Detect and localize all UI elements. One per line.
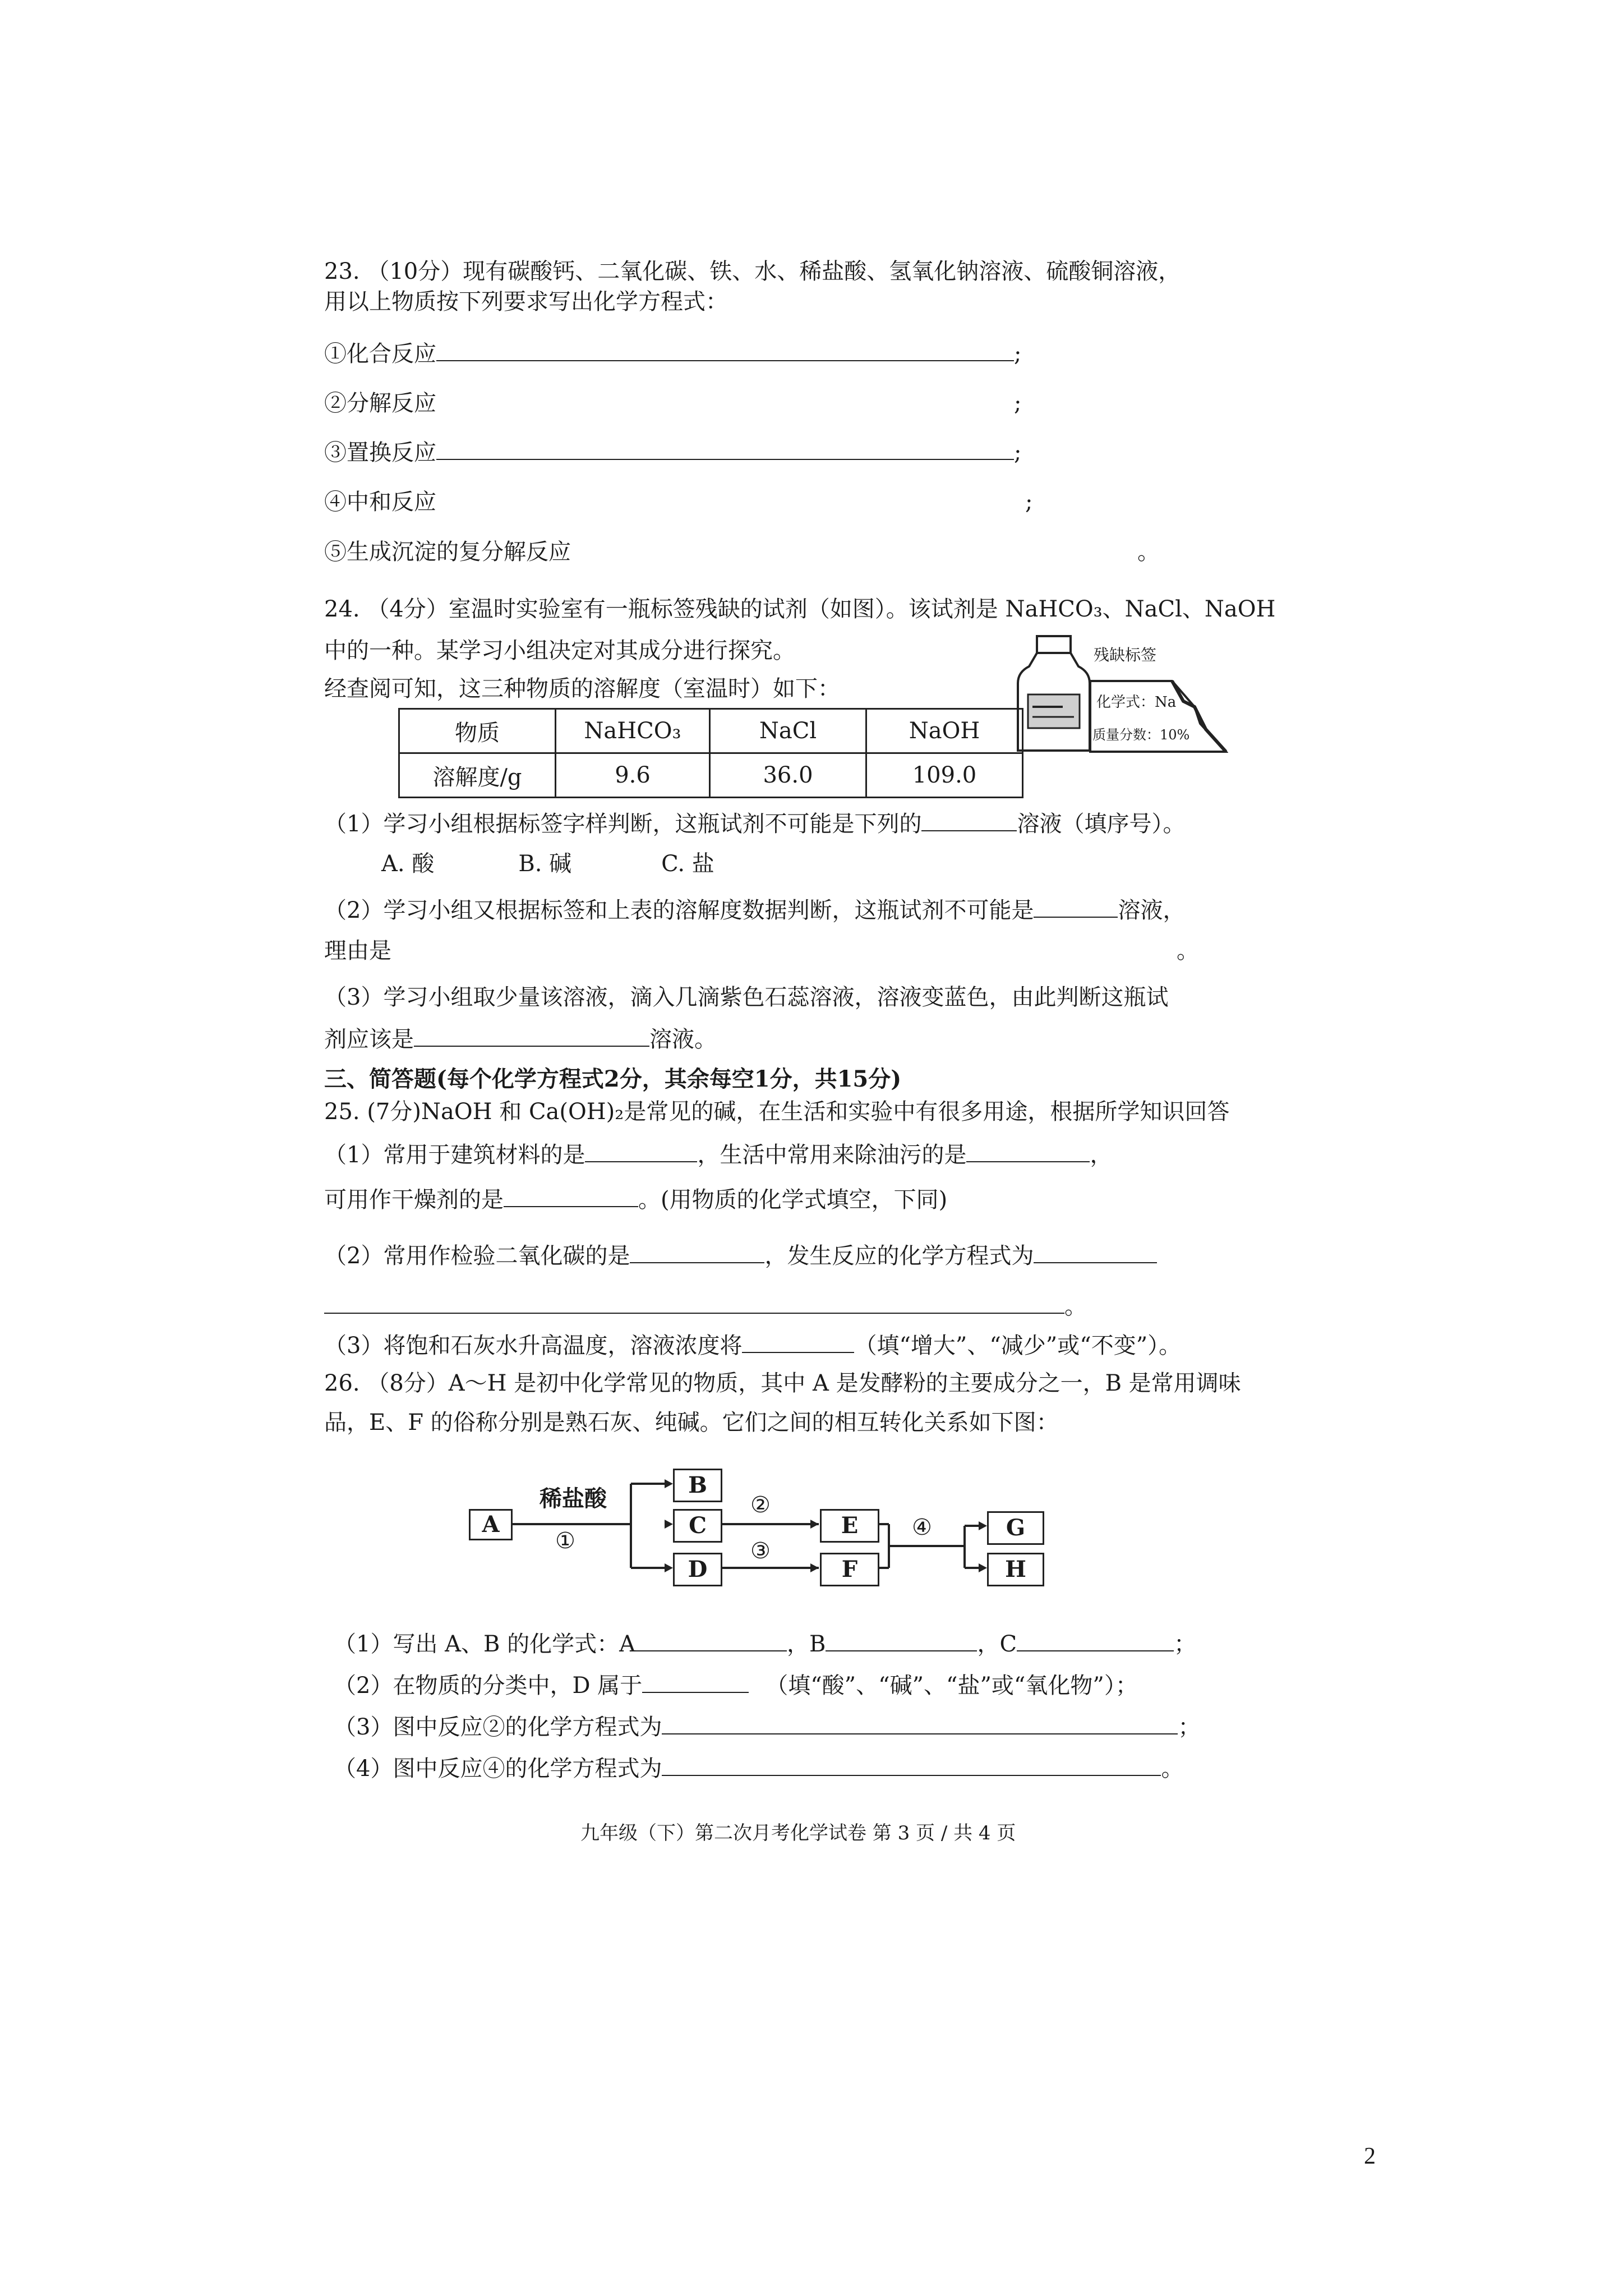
- text: （2）常用作检验二氧化碳的是: [324, 1243, 630, 1269]
- q24-options: [381, 848, 714, 880]
- option-a: A. 酸: [381, 851, 435, 877]
- q26-part2: [334, 1669, 1138, 1701]
- box-a: A: [469, 1509, 513, 1540]
- text: 剂应该是: [324, 1027, 414, 1052]
- answer-blank[interactable]: [504, 1184, 638, 1207]
- q24-intro-line3: 经查阅可知，这三种物质的溶解度（室温时）如下：: [324, 676, 840, 702]
- answer-blank[interactable]: [921, 808, 1017, 831]
- q25-part1-line1: [324, 1139, 1112, 1171]
- box-e: E: [820, 1509, 879, 1543]
- step-2-label: ②: [750, 1492, 771, 1518]
- text: （3）图中反应②的化学方程式为: [334, 1714, 662, 1740]
- text: （填“增大”、“减少”或“不变”）。: [854, 1333, 1182, 1359]
- punct: ;: [1014, 341, 1022, 367]
- text: ，生活中常用来除油污的是: [697, 1142, 967, 1168]
- q24-intro-line1: 24. （4分）室温时实验室有一瓶标签残缺的试剂（如图）。该试剂是 NaHCO₃、NaCl、NaOH: [324, 596, 1276, 622]
- table-cell: 109.0: [866, 753, 1023, 798]
- text: （2）学习小组又根据标签和上表的溶解度数据判断，这瓶试剂不可能是: [324, 898, 1034, 923]
- text: （2）在物质的分类中，D 属于: [334, 1673, 643, 1699]
- q25-part2: [324, 1240, 1157, 1272]
- answer-blank[interactable]: [1034, 1240, 1157, 1263]
- step-3-label: ③: [750, 1538, 771, 1564]
- answer-blank[interactable]: [1034, 894, 1118, 918]
- punct: ;: [1014, 440, 1022, 466]
- option-b: B. 碱: [518, 851, 572, 877]
- q23-item-label: ③置换反应: [324, 440, 436, 466]
- text: （3）将饱和石灰水升高温度，溶液浓度将: [324, 1333, 743, 1359]
- page-number: 2: [1364, 2143, 1376, 2169]
- q24-part2: [324, 894, 1185, 926]
- answer-blank[interactable]: [630, 1240, 764, 1263]
- q24-part3-line1: （3）学习小组取少量该溶液，滴入几滴紫色石蕊溶液，溶液变蓝色，由此判断这瓶试: [324, 984, 1169, 1010]
- table-cell: 36.0: [710, 753, 866, 798]
- answer-blank[interactable]: [436, 436, 1014, 460]
- box-b: B: [673, 1469, 722, 1502]
- punct: ；: [1178, 1714, 1201, 1740]
- solubility-table: [398, 708, 1023, 798]
- text: （1）写出 A、B 的化学式：A: [334, 1631, 636, 1657]
- q23-item-3: [324, 436, 1021, 468]
- reagent-bottle-icon: [1012, 633, 1095, 756]
- punct: ;: [1025, 489, 1033, 515]
- answer-blank[interactable]: [1017, 1628, 1174, 1651]
- answer-blank[interactable]: [826, 1628, 977, 1651]
- label-formula: 化学式：Na: [1096, 694, 1177, 711]
- q24-part1: [324, 808, 1185, 840]
- q23-intro-line2: 用以上物质按下列要求写出化学方程式：: [324, 289, 728, 315]
- q23-item-2: [324, 387, 1021, 419]
- q23-item-5: [324, 536, 1160, 568]
- q24-part3-line2: [324, 1023, 717, 1055]
- answer-blank[interactable]: [414, 1023, 649, 1047]
- text: 理由是: [324, 938, 391, 964]
- text: ，发生反应的化学方程式为: [764, 1243, 1034, 1269]
- text: 溶液（填序号）。: [1017, 811, 1186, 837]
- answer-blank[interactable]: [635, 1628, 787, 1651]
- table-cell: 9.6: [556, 753, 710, 798]
- text: 。(用物质的化学式填空，下同): [638, 1187, 948, 1213]
- text: 溶液。: [649, 1027, 717, 1052]
- answer-blank[interactable]: [642, 1669, 749, 1693]
- answer-blank[interactable]: [436, 486, 1025, 509]
- text: 可用作干燥剂的是: [324, 1187, 504, 1213]
- q23-item-4: [324, 486, 1032, 518]
- table-cell: NaCl: [710, 709, 866, 753]
- q25-intro: 25. (7分)NaOH 和 Ca(OH)₂是常见的碱，在生活和实验中有很多用途，根据所学知识回答: [324, 1099, 1230, 1125]
- answer-blank[interactable]: [324, 1290, 1064, 1314]
- q25-part2-continued: [324, 1290, 1087, 1322]
- q24-reason: [324, 935, 1199, 967]
- step-1-label: ①: [555, 1528, 575, 1554]
- q26-intro-line2: 品，E、F 的俗称分别是熟石灰、纯碱。它们之间的相互转化关系如下图：: [324, 1410, 1059, 1435]
- text: ，B: [787, 1631, 826, 1657]
- punct: ;: [1014, 390, 1022, 416]
- punct: 。: [1177, 938, 1199, 964]
- text: （1）学习小组根据标签字样判断，这瓶试剂不可能是下列的: [324, 811, 922, 837]
- answer-blank[interactable]: [436, 338, 1014, 361]
- answer-blank[interactable]: [585, 1139, 697, 1162]
- q25-part1-line2: [324, 1184, 947, 1216]
- q24-intro-line2: 中的一种。某学习小组决定对其成分进行探究。: [324, 638, 795, 664]
- punct: ，: [1090, 1142, 1113, 1168]
- page-footer: 九年级（下）第二次月考化学试卷 第 3 页 / 共 4 页: [580, 1822, 1016, 1844]
- answer-blank[interactable]: [742, 1329, 854, 1353]
- text: （1）常用于建筑材料的是: [324, 1142, 585, 1168]
- punct: 。: [1064, 1294, 1087, 1319]
- table-cell: NaHCO₃: [556, 709, 710, 753]
- q26-part1: [334, 1628, 1196, 1660]
- q25-part3: [324, 1329, 1181, 1361]
- reagent-label: 稀盐酸: [540, 1485, 607, 1512]
- option-c: C. 盐: [661, 851, 714, 877]
- step-4-label: ④: [912, 1515, 932, 1540]
- answer-blank[interactable]: [662, 1711, 1178, 1734]
- box-c: C: [673, 1509, 722, 1543]
- box-d: D: [673, 1553, 722, 1586]
- answer-blank[interactable]: [571, 536, 1137, 559]
- text: （填“酸”、“碱”、“盐”或“氧化物”）；: [766, 1673, 1138, 1699]
- answer-blank[interactable]: [436, 387, 1014, 411]
- table-row: [399, 753, 1023, 798]
- answer-blank[interactable]: [966, 1139, 1090, 1162]
- label-title: 残缺标签: [1094, 646, 1157, 664]
- answer-blank[interactable]: [662, 1752, 1161, 1776]
- table-cell: 物质: [399, 709, 556, 753]
- label-mass-fraction: 质量分数：10%: [1092, 727, 1190, 743]
- q26-part3: [334, 1711, 1200, 1743]
- punct: 。: [1137, 539, 1160, 565]
- section-heading: 三、简答题(每个化学方程式2分，其余每空1分，共15分): [324, 1066, 902, 1092]
- q23-item-label: ①化合反应: [324, 341, 436, 367]
- text: 溶液，: [1118, 898, 1186, 923]
- text: （4）图中反应④的化学方程式为: [334, 1756, 662, 1782]
- table-cell: 溶解度/g: [399, 753, 556, 798]
- box-g: G: [987, 1511, 1044, 1545]
- q23-item-label: ⑤生成沉淀的复分解反应: [324, 539, 571, 565]
- q26-part4: [334, 1752, 1183, 1784]
- box-f: F: [820, 1553, 879, 1586]
- q23-item-label: ④中和反应: [324, 489, 436, 515]
- q26-intro-line1: 26. （8分）A～H 是初中化学常见的物质，其中 A 是发酵粉的主要成分之一，B 是常用调味: [324, 1370, 1241, 1396]
- box-h: H: [987, 1553, 1044, 1586]
- table-cell: NaOH: [866, 709, 1023, 753]
- punct: 。: [1161, 1756, 1184, 1782]
- q23-item-1: [324, 338, 1021, 370]
- text: ，C: [977, 1631, 1017, 1657]
- q23-intro-line1: 23. （10分）现有碳酸钙、二氧化碳、铁、水、稀盐酸、氢氧化钠溶液、硫酸铜溶液，: [324, 259, 1181, 284]
- table-row: [399, 709, 1023, 753]
- answer-blank[interactable]: [391, 935, 1177, 958]
- q23-item-label: ②分解反应: [324, 390, 436, 416]
- punct: ；: [1174, 1631, 1197, 1657]
